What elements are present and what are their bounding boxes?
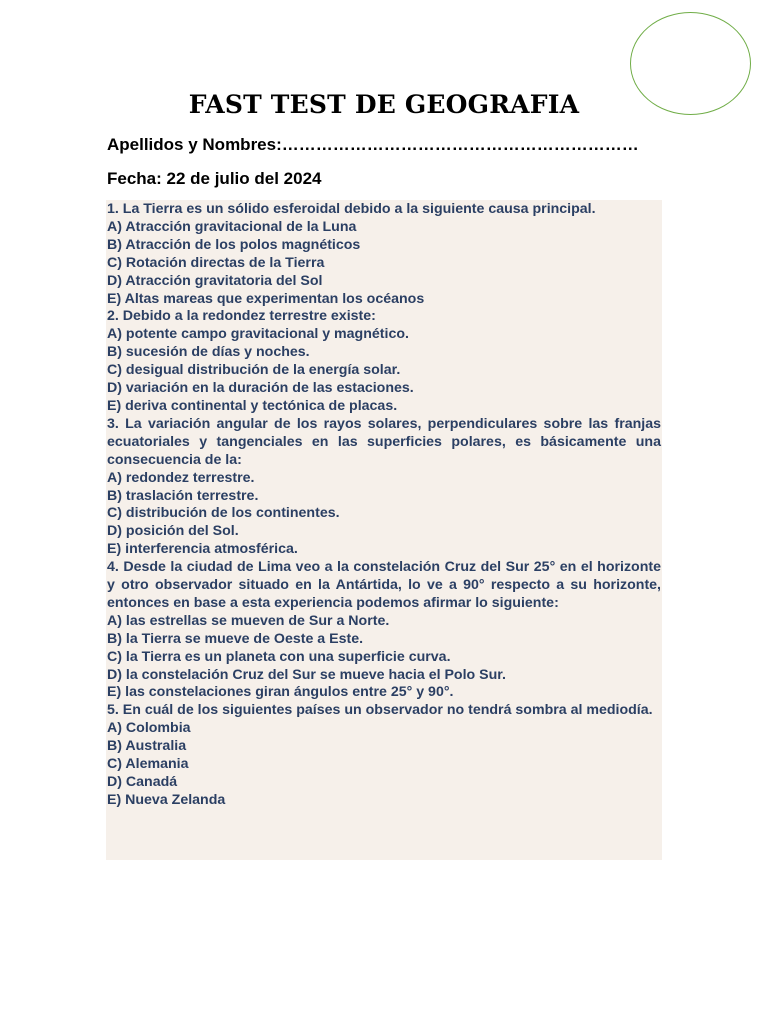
question-5: 5. En cuál de los siguientes países un observador no tendrá sombra al mediodía. — [107, 702, 653, 719]
page-title: FAST TEST DE GEOGRAFIA — [188, 90, 580, 119]
questions-box — [106, 200, 662, 860]
q1-option-a: A) Atracción gravitacional de la Luna — [107, 218, 357, 235]
q1-option-b: B) Atracción de los polos magnéticos — [107, 236, 361, 253]
q1-option-d: D) Atracción gravitatoria del Sol — [107, 272, 323, 289]
q2-option-b: B) sucesión de días y noches. — [107, 344, 310, 361]
q2-option-c: C) desigual distribución de la energía solar. — [107, 362, 401, 379]
q5-option-a: A) Colombia — [107, 720, 191, 737]
question-2: 2. Debido a la redondez terrestre existe: — [107, 308, 376, 325]
question-4: 4. Desde la ciudad de Lima veo a la constelación Cruz del Sur 25° en el horizonte y otro observador situado en la Antártida, lo ve a 90° respecto a su horizonte, entonces en base a esta experiencia podemos afirmar lo siguiente: — [107, 559, 661, 611]
date-field: Fecha: 22 de julio del 2024 — [107, 169, 322, 188]
names-field: Apellidos y Nombres:……………………………………………………… — [107, 135, 639, 154]
q2-option-a: A) potente campo gravitacional y magnético. — [107, 326, 409, 343]
q5-option-e: E) Nueva Zelanda — [107, 791, 226, 808]
q5-option-d: D) Canadá — [107, 774, 178, 790]
q3-option-a: A) redondez terrestre. — [107, 469, 255, 486]
q3-option-d: D) posición del Sol. — [107, 523, 239, 540]
question-1: 1. La Tierra es un sólido esferoidal debido a la siguiente causa principal. — [107, 201, 596, 217]
q5-option-c: C) Alemania — [107, 756, 189, 773]
q1-option-e: E) Altas mareas que experimentan los océanos — [107, 290, 425, 307]
q3-option-c: C) distribución de los continentes. — [107, 505, 340, 522]
q4-option-b: B) la Tierra se mueve de Oeste a Este. — [107, 630, 364, 647]
q4-option-e: E) las constelaciones giran ángulos entre 25° y 90°. — [107, 684, 454, 701]
q3-option-b: B) traslación terrestre. — [107, 487, 259, 504]
q3-option-e: E) interferencia atmosférica. — [107, 541, 298, 558]
q2-option-d: D) variación en la duración de las estaciones. — [107, 380, 414, 397]
q4-option-d: D) la constelación Cruz del Sur se mueve hacia el Polo Sur. — [107, 666, 506, 683]
question-3: 3. La variación angular de los rayos solares, perpendiculares sobre las franjas ecuatoriales y tangenciales en las superficies polares, es básicamente una consecuencia de la: — [107, 415, 661, 468]
q5-option-b: B) Australia — [107, 738, 187, 755]
q4-option-c: C) la Tierra es un planeta con una superficie curva. — [107, 648, 451, 665]
q1-option-c: C) Rotación directas de la Tierra — [107, 254, 325, 271]
q2-option-e: E) deriva continental y tectónica de placas. — [107, 397, 398, 414]
q4-option-a: A) las estrellas se mueven de Sur a Norte. — [107, 612, 390, 629]
